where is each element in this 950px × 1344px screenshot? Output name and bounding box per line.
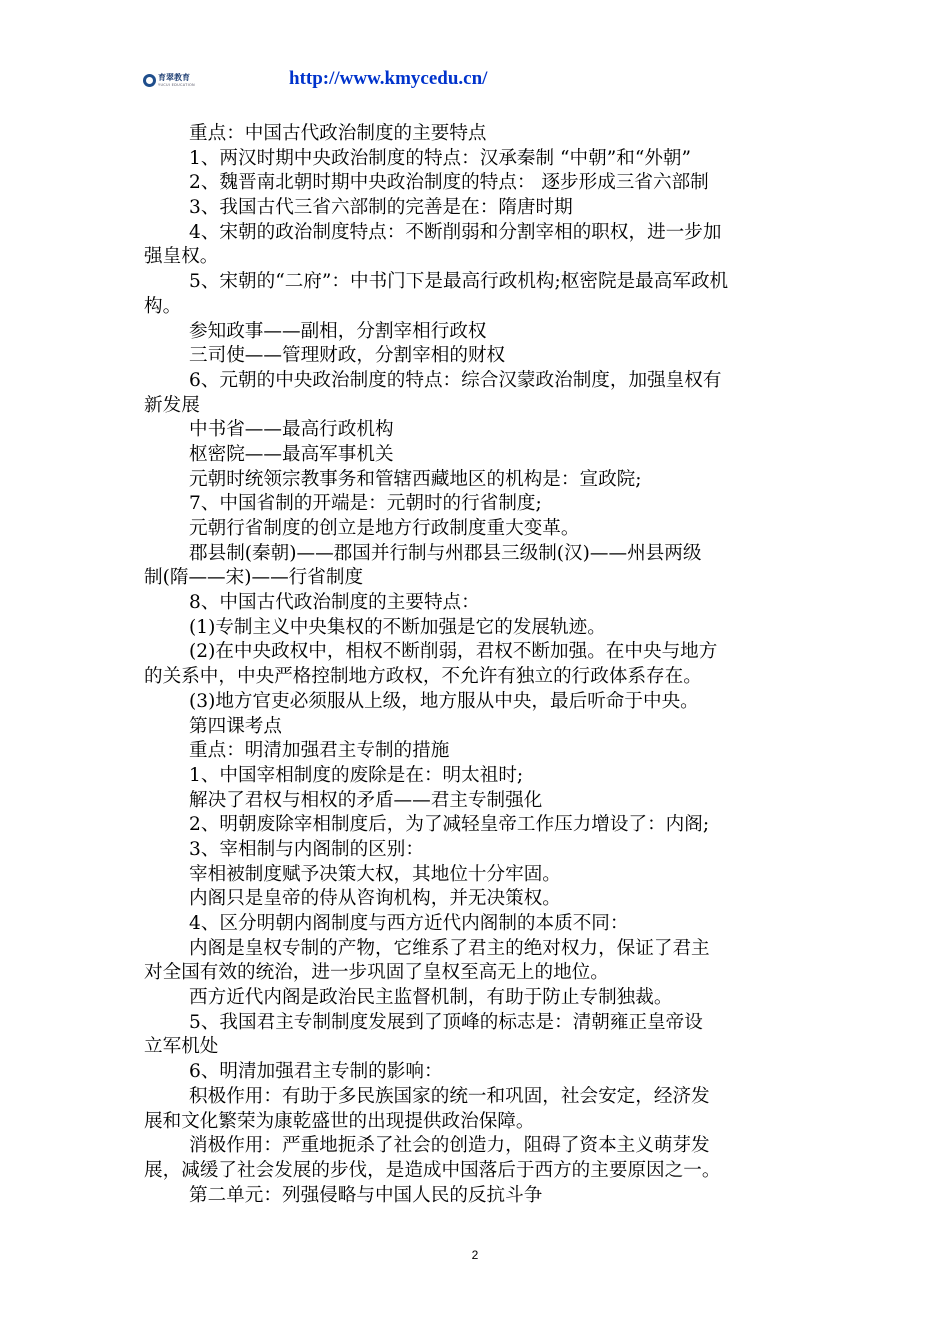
text-line: 5、我国君主专制制度发展到了顶峰的标志是：清朝雍正皇帝设 xyxy=(189,1011,703,1033)
text-line: 5、宋朝的“二府”：中书门下是最高行政机构;枢密院是最高军政机 xyxy=(189,271,729,293)
text-line: 内阁是皇权专制的产物，它维系了君主的绝对权力，保证了君主 xyxy=(189,937,710,959)
page-header xyxy=(143,66,743,96)
text-line: 解决了君权与相权的矛盾——君主专制强化 xyxy=(189,789,543,811)
text-line: 内阁只是皇帝的侍从咨询机构，并无决策权。 xyxy=(189,888,561,910)
text-line: 2、魏晋南北朝时期中央政治制度的特点： 逐步形成三省六部制 xyxy=(189,172,709,194)
text-line: 3、我国古代三省六部制的完善是在：隋唐时期 xyxy=(189,197,573,219)
text-line: (3)地方官吏必须服从上级，地方服从中央，最后听命于中央。 xyxy=(189,690,699,712)
text-line: 三司使——管理财政，分割宰相的财权 xyxy=(189,345,506,367)
text-line: 元朝行省制度的创立是地方行政制度重大变革。 xyxy=(189,518,580,539)
header-url[interactable]: http://www.kmycedu.cn/ xyxy=(289,68,488,89)
text-line: 宰相被制度赋予决策大权，其地位十分牢固。 xyxy=(189,863,561,885)
text-line: 的关系中，中央严格控制地方政权，不允许有独立的行政体系存在。 xyxy=(144,666,702,688)
text-line: (2)在中央政权中，相权不断削弱，君权不断加强。在中央与地方 xyxy=(189,641,718,663)
text-line: 重点：中国古代政治制度的主要特点 xyxy=(189,123,487,144)
page-number: 2 xyxy=(471,1248,479,1262)
text-line: 4、宋朝的政治制度特点：不断削弱和分割宰相的职权，进一步加 xyxy=(189,221,722,243)
text-line: (1)专制主义中央集权的不断加强是它的发展轨迹。 xyxy=(189,616,606,638)
text-line: 对全国有效的统治，进一步巩固了皇权至高无上的地位。 xyxy=(144,962,609,984)
logo-icon xyxy=(143,74,156,87)
text-line: 6、明清加强君主专制的影响： xyxy=(189,1061,443,1083)
text-line: 8、中国古代政治制度的主要特点： xyxy=(189,592,480,614)
logo xyxy=(143,72,201,92)
text-line: 1、两汉时期中央政治制度的特点：汉承秦制 “中朝”和“外朝” xyxy=(189,147,692,169)
text-line: 郡县制(秦朝)——郡国并行制与州郡县三级制(汉)——州县两级 xyxy=(189,542,702,564)
text-line: 构。 xyxy=(144,295,182,317)
text-line: 6、元朝的中央政治制度的特点：综合汉蒙政治制度，加强皇权有 xyxy=(189,369,722,391)
text-line: 第二单元：列强侵略与中国人民的反抗斗争 xyxy=(189,1184,543,1206)
text-line: 新发展 xyxy=(144,394,200,416)
text-line: 4、区分明朝内阁制度与西方近代内阁制的本质不同： xyxy=(189,913,629,934)
text-line: 7、中国省制的开端是：元朝时的行省制度; xyxy=(189,493,542,515)
text-line: 展，减缓了社会发展的步伐，是造成中国落后于西方的主要原因之一。 xyxy=(144,1159,721,1181)
text-line: 强皇权。 xyxy=(144,246,219,268)
text-line: 枢密院——最高军事机关 xyxy=(189,443,394,465)
text-line: 西方近代内阁是政治民主监督机制，有助于防止专制独裁。 xyxy=(189,987,673,1009)
text-line: 展和文化繁荣为康乾盛世的出现提供政治保障。 xyxy=(144,1110,535,1132)
text-line: 立军机处 xyxy=(144,1036,219,1058)
document-body xyxy=(144,122,812,1208)
text-line: 制(隋——宋)——行省制度 xyxy=(144,567,364,589)
text-line: 元朝时统领宗教事务和管辖西藏地区的机构是：宣政院; xyxy=(189,468,642,490)
text-line: 3、宰相制与内阁制的区别： xyxy=(189,838,424,860)
text-line: 参知政事——副相，分割宰相行政权 xyxy=(189,320,487,342)
text-line: 消极作用：严重地扼杀了社会的创造力，阻碍了资本主义萌芽发 xyxy=(189,1135,710,1157)
logo-text: 育翠教育 xyxy=(158,73,190,82)
text-line: 1、中国宰相制度的废除是在：明太祖时; xyxy=(189,764,524,786)
text-line: 重点：明清加强君主专制的措施 xyxy=(189,740,450,762)
text-line: 中书省——最高行政机构 xyxy=(189,419,394,441)
text-line: 第四课考点 xyxy=(189,715,282,737)
text-line: 2、明朝废除宰相制度后，为了减轻皇帝工作压力增设了：内阁; xyxy=(189,814,710,836)
text-line: 积极作用：有助于多民族国家的统一和巩固，社会安定，经济发 xyxy=(189,1085,710,1107)
logo-subtext: YUCUI EDUCATION xyxy=(158,83,195,87)
